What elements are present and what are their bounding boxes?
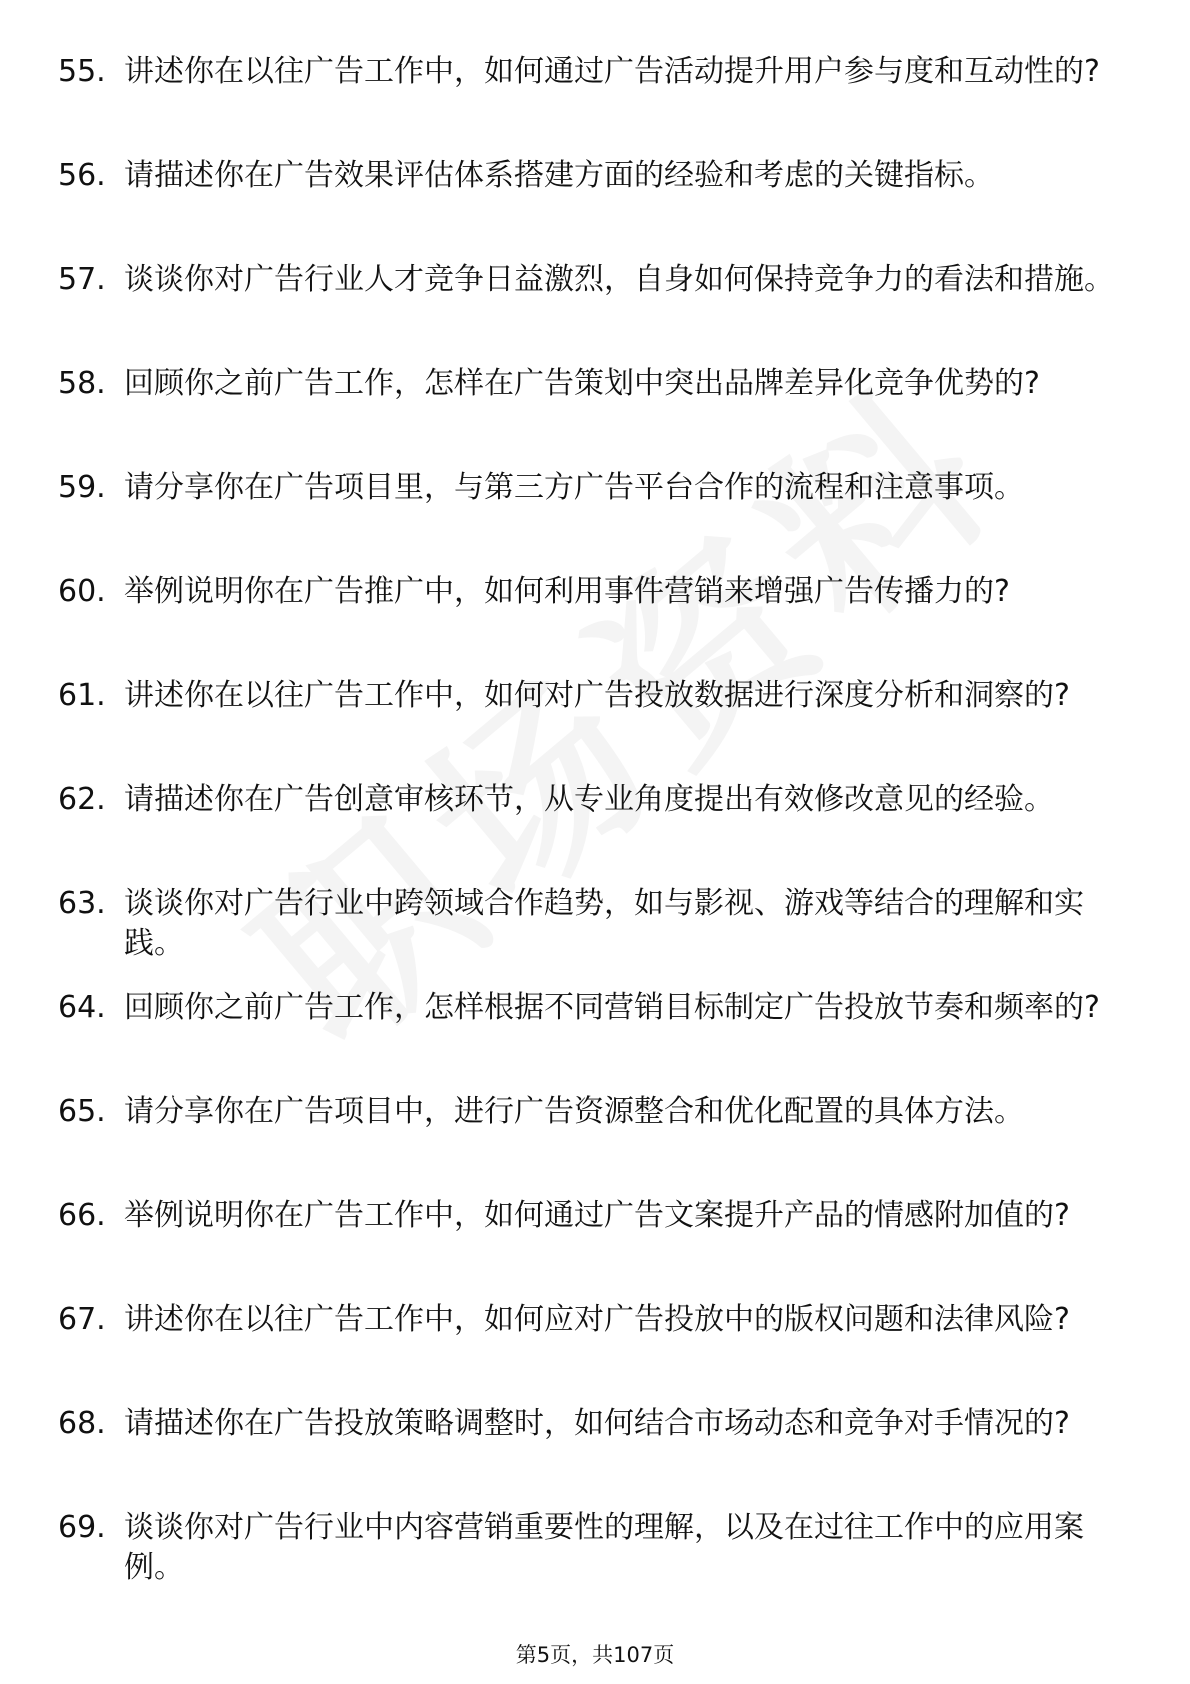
- question-list: [58, 52, 1118, 1612]
- question-number: 68.: [58, 1406, 106, 1441]
- question-item-57: [58, 260, 1118, 364]
- question-number: 56.: [58, 158, 106, 193]
- question-item-68: [58, 1404, 1118, 1508]
- question-text: 回顾你之前广告工作，怎样根据不同营销目标制定广告投放节奏和频率的?: [124, 990, 1100, 1025]
- question-item-64: [58, 988, 1118, 1092]
- page-number-footer: 第5页，共107页: [515, 1643, 675, 1667]
- question-item-60: [58, 572, 1118, 676]
- question-text: 举例说明你在广告推广中，如何利用事件营销来增强广告传播力的?: [124, 574, 1010, 609]
- question-item-65: [58, 1092, 1118, 1196]
- question-text: 请描述你在广告创意审核环节，从专业角度提出有效修改意见的经验。: [124, 782, 1054, 817]
- question-number: 66.: [58, 1198, 106, 1233]
- question-number: 65.: [58, 1094, 106, 1129]
- question-item-69: [58, 1508, 1118, 1612]
- question-text: 请分享你在广告项目中，进行广告资源整合和优化配置的具体方法。: [124, 1094, 1024, 1129]
- question-text: 谈谈你对广告行业中跨领域合作趋势，如与影视、游戏等结合的理解和实践。: [124, 886, 1084, 961]
- question-number: 57.: [58, 262, 106, 297]
- question-item-59: [58, 468, 1118, 572]
- question-text: 讲述你在以往广告工作中，如何应对广告投放中的版权问题和法律风险?: [124, 1302, 1070, 1337]
- question-text: 讲述你在以往广告工作中，如何通过广告活动提升用户参与度和互动性的?: [124, 54, 1100, 89]
- question-text: 请描述你在广告投放策略调整时，如何结合市场动态和竞争对手情况的?: [124, 1406, 1070, 1441]
- question-number: 59.: [58, 470, 106, 505]
- question-number: 60.: [58, 574, 106, 609]
- question-item-63: [58, 884, 1118, 988]
- question-number: 55.: [58, 54, 106, 89]
- question-item-55: [58, 52, 1118, 156]
- question-text: 谈谈你对广告行业人才竞争日益激烈，自身如何保持竞争力的看法和措施。: [124, 262, 1114, 297]
- question-number: 58.: [58, 366, 106, 401]
- question-text: 请分享你在广告项目里，与第三方广告平台合作的流程和注意事项。: [124, 470, 1024, 505]
- question-item-56: [58, 156, 1118, 260]
- question-text: 讲述你在以往广告工作中，如何对广告投放数据进行深度分析和洞察的?: [124, 678, 1070, 713]
- question-item-66: [58, 1196, 1118, 1300]
- question-item-67: [58, 1300, 1118, 1404]
- question-item-62: [58, 780, 1118, 884]
- question-number: 63.: [58, 886, 106, 921]
- question-number: 62.: [58, 782, 106, 817]
- question-text: 举例说明你在广告工作中，如何通过广告文案提升产品的情感附加值的?: [124, 1198, 1070, 1233]
- question-text: 回顾你之前广告工作，怎样在广告策划中突出品牌差异化竞争优势的?: [124, 366, 1040, 401]
- question-number: 61.: [58, 678, 106, 713]
- question-item-61: [58, 676, 1118, 780]
- question-number: 67.: [58, 1302, 106, 1337]
- question-number: 64.: [58, 990, 106, 1025]
- question-text: 谈谈你对广告行业中内容营销重要性的理解，以及在过往工作中的应用案例。: [124, 1510, 1084, 1585]
- question-number: 69.: [58, 1510, 106, 1545]
- question-item-58: [58, 364, 1118, 468]
- question-text: 请描述你在广告效果评估体系搭建方面的经验和考虑的关键指标。: [124, 158, 994, 193]
